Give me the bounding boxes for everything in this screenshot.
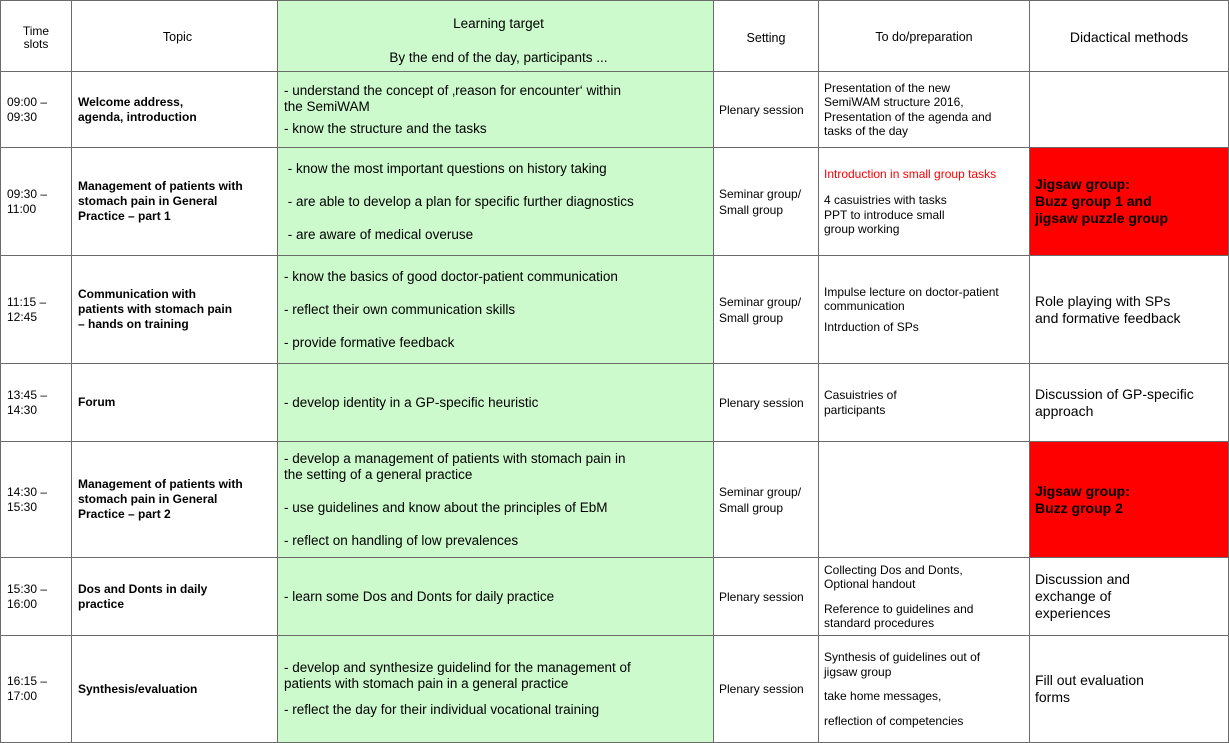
todo-preparation: Impulse lecture on doctor-patient communication Intrduction of SPs [819,256,1030,364]
table-row [1,256,1229,364]
didactical-method: Fill out evaluation forms [1030,636,1229,743]
setting: Seminar group/ Small group [714,148,819,256]
topic: Communication with patients with stomach pain – hands on training [72,256,278,364]
todo-preparation: Collecting Dos and Donts, Optional handout Reference to guidelines and standard procedures [819,558,1030,636]
learning-target: - develop identity in a GP-specific heuristic [278,364,714,442]
learning-target: - learn some Dos and Donts for daily practice [278,558,714,636]
header-time-slots: Time slots [1,1,72,72]
setting: Plenary session [714,72,819,148]
didactical-method: Discussion and exchange of experiences [1030,558,1229,636]
todo-preparation: Synthesis of guidelines out of jigsaw group take home messages, reflection of competencies [819,636,1030,743]
topic: Dos and Donts in daily practice [72,558,278,636]
todo-highlight: Introduction in small group tasks [824,166,997,181]
setting: Seminar group/ Small group [714,256,819,364]
table-row [1,442,1229,558]
setting: Plenary session [714,364,819,442]
table-row [1,364,1229,442]
header-topic: Topic [72,1,278,72]
header-learning-title: Learning target [453,16,544,31]
time-slot: 09:30 – 11:00 [1,148,72,256]
learning-target: - know the most important questions on history taking - are able to develop a plan for specific further diagnostics - are aware of medical overuse [278,148,714,256]
learning-target: - develop a management of patients with stomach pain in the setting of a general practice - use guidelines and know about the principles of EbM - reflect on handling of low prevalences [278,442,714,558]
time-slot: 11:15 – 12:45 [1,256,72,364]
time-slot: 09:00 – 09:30 [1,72,72,148]
todo-preparation: Presentation of the new SemiWAM structure 2016, Presentation of the agenda and tasks of the day [819,72,1030,148]
learning-target: - know the basics of good doctor-patient communication - reflect their own communication skills - provide formative feedback [278,256,714,364]
header-learning-subtitle: By the end of the day, participants ... [389,50,608,65]
time-slot: 13:45 – 14:30 [1,364,72,442]
time-slot: 15:30 – 16:00 [1,558,72,636]
learning-target: - develop and synthesize guidelind for the management of patients with stomach pain in a general practice - reflect the day for their individual vocational training [278,636,714,743]
topic: Forum [72,364,278,442]
learning-target: - understand the concept of ‚reason for encounter‘ within the SemiWAM - know the structure and the tasks [278,72,714,148]
table-row [1,148,1229,256]
setting: Seminar group/ Small group [714,442,819,558]
header-todo-preparation: To do/preparation [819,1,1030,72]
header-learning-target [278,1,714,72]
topic: Welcome address, agenda, introduction [72,72,278,148]
time-slot: 14:30 – 15:30 [1,442,72,558]
didactical-method: Role playing with SPs and formative feedback [1030,256,1229,364]
didactical-method: Jigsaw group: Buzz group 1 and jigsaw puzzle group [1030,148,1229,256]
todo-preparation: Casuistries of participants [819,364,1030,442]
todo-preparation: Introduction in small group tasks 4 casuistries with tasks PPT to introduce small group working [819,148,1030,256]
setting: Plenary session [714,558,819,636]
table-row [1,72,1229,148]
header-didactical-methods: Didactical methods [1030,1,1229,72]
time-slot: 16:15 – 17:00 [1,636,72,743]
topic: Management of patients with stomach pain in General Practice – part 2 [72,442,278,558]
topic: Management of patients with stomach pain in General Practice – part 1 [72,148,278,256]
table-row [1,558,1229,636]
didactical-method [1030,72,1229,148]
didactical-method: Jigsaw group: Buzz group 2 [1030,442,1229,558]
todo-preparation [819,442,1030,558]
topic: Synthesis/evaluation [72,636,278,743]
header-row [1,1,1229,72]
table-row [1,636,1229,743]
header-setting: Setting [714,1,819,72]
setting: Plenary session [714,636,819,743]
didactical-method: Discussion of GP-specific approach [1030,364,1229,442]
